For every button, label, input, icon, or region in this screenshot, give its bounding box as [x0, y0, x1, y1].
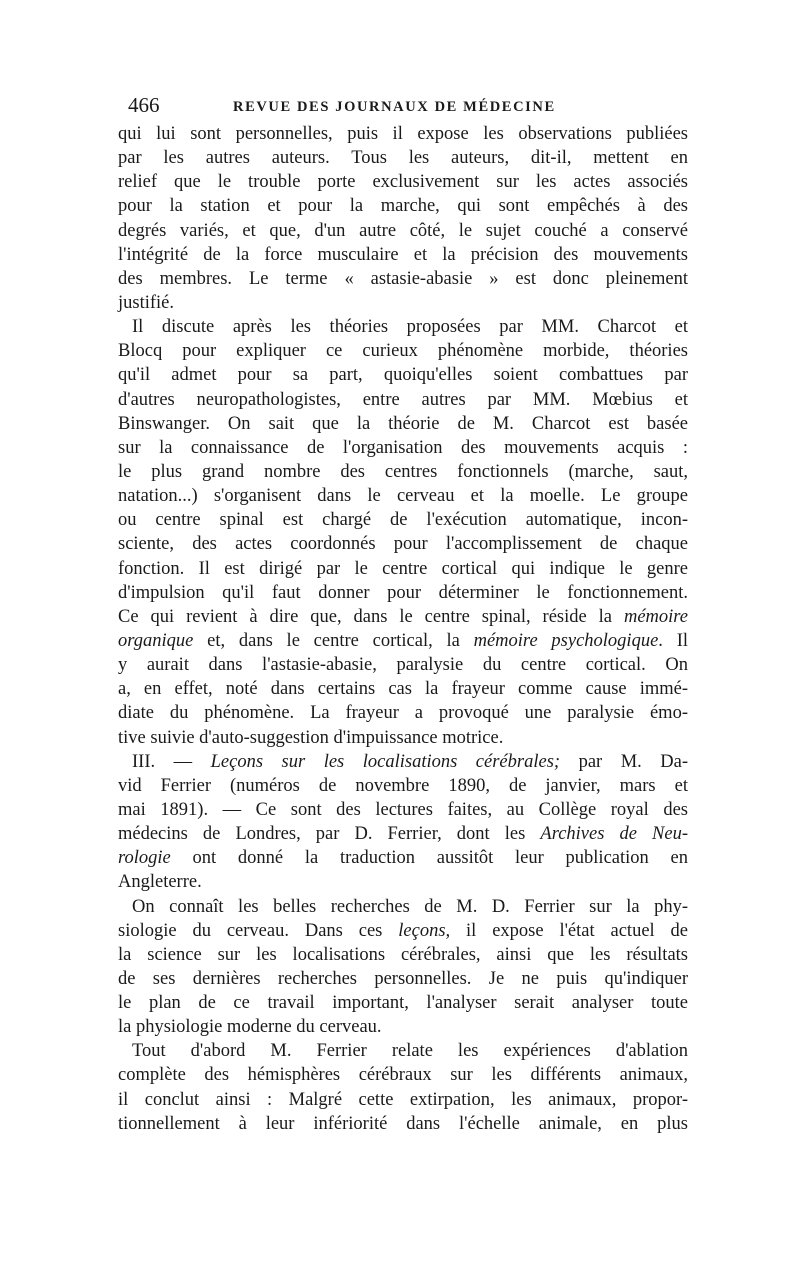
- text-run: Ce qui revient à dire que, dans le centre spinal, réside la: [118, 606, 624, 627]
- text-line: la physiologie moderne du cerveau.: [118, 1017, 382, 1038]
- text-line: le plus grand nombre des centres fonctionnels (marche, saut,: [118, 461, 688, 482]
- italic-phrase: mémoire psychologique: [473, 630, 659, 651]
- italic-phrase: mémoire: [623, 606, 688, 627]
- text-line: [118, 605, 688, 629]
- text-line: a, en effet, noté dans certains cas la frayeur comme cause immé-: [118, 679, 688, 700]
- italic-phrase: organique: [118, 630, 194, 651]
- text-line: [118, 750, 688, 774]
- text-line: degrés variés, et que, d'un autre côté, le sujet couché a conservé: [118, 220, 688, 241]
- text-line: des membres. Le terme « astasie-abasie » est donc pleinement: [118, 268, 688, 289]
- text-line: tive suivie d'auto-suggestion d'impuissance motrice.: [118, 727, 504, 748]
- text-line: par les autres auteurs. Tous les auteurs, dit-il, mettent en: [118, 148, 688, 169]
- text-line: qu'il admet pour sa part, quoiqu'elles soient combattues par: [118, 365, 688, 386]
- text-line: Tout d'abord M. Ferrier relate les expériences d'ablation: [132, 1041, 688, 1062]
- text-line: l'intégrité de la force musculaire et la précision des mouvements: [118, 244, 688, 265]
- text-line: [118, 846, 688, 870]
- text-line: mai 1891). — Ce sont des lectures faites, au Collège royal des: [118, 799, 688, 820]
- text-line: Binswanger. On sait que la théorie de M. Charcot est basée: [118, 413, 688, 434]
- text-run: il expose l'état actuel de: [450, 920, 689, 941]
- text-line: natation...) s'organisent dans le cerveau et la moelle. Le groupe: [118, 486, 688, 507]
- text-line: le plan de ce travail important, l'analyser serait analyser toute: [118, 993, 688, 1014]
- text-line: [118, 919, 688, 943]
- text-line: y aurait dans l'astasie-abasie, paralysie du centre cortical. On: [118, 655, 688, 676]
- journal-title: REVUE DES JOURNAUX DE MÉDECINE: [233, 99, 556, 115]
- text-run: et, dans le centre cortical, la: [193, 630, 474, 651]
- text-run: par M. Da-: [560, 751, 689, 772]
- text-line: Il discute après les théories proposées par MM. Charcot et: [132, 317, 688, 338]
- text-line: pour la station et pour la marche, qui sont empêchés à des: [118, 196, 688, 217]
- text-line: ou centre spinal est chargé de l'exécution automatique, incon-: [118, 510, 688, 531]
- text-line: la science sur les localisations cérébrales, ainsi que les résultats: [118, 944, 688, 965]
- text-line: fonction. Il est dirigé par le centre cortical qui indique le genre: [118, 558, 688, 579]
- text-line: tionnellement à leur infériorité dans l'échelle animale, en plus: [118, 1113, 688, 1134]
- text-line: Angleterre.: [118, 872, 202, 893]
- text-line: [118, 629, 688, 653]
- text-line: de ses dernières recherches personnelles. Je ne puis qu'indiquer: [118, 968, 688, 989]
- text-line: d'impulsion qu'il faut donner pour déterminer le fonctionnement.: [118, 582, 688, 603]
- text-line: d'autres neuropathologistes, entre autres par MM. Mœbius et: [118, 389, 688, 410]
- text-line: relief que le trouble porte exclusivement sur les actes associés: [118, 172, 688, 193]
- italic-title: Archives de Neu-: [540, 824, 688, 845]
- text-line: sur la connaissance de l'organisation des mouvements acquis :: [118, 437, 688, 458]
- text-line: complète des hémisphères cérébraux sur les différents animaux,: [118, 1065, 688, 1086]
- section-number: III. —: [132, 751, 211, 772]
- italic-phrase: leçons,: [398, 920, 451, 941]
- text-line: vid Ferrier (numéros de novembre 1890, de janvier, mars et: [118, 775, 688, 796]
- text-line: diate du phénomène. La frayeur a provoqué une paralysie émo-: [118, 703, 688, 724]
- text-line: justifié.: [118, 292, 175, 313]
- italic-title: Leçons sur les localisations cérébrales;: [210, 751, 561, 772]
- text-line: [118, 822, 688, 846]
- running-head: [128, 93, 688, 117]
- body-text: [118, 122, 688, 1136]
- text-run: médecins de Londres, par D. Ferrier, dont les: [118, 824, 541, 845]
- text-line: il conclut ainsi : Malgré cette extirpation, les animaux, propor-: [118, 1089, 688, 1110]
- text-line: sciente, des actes coordonnés pour l'accomplissement de chaque: [118, 534, 688, 555]
- text-run: ont donné la traduction aussitôt leur publication en: [170, 848, 688, 869]
- text-line: qui lui sont personnelles, puis il expose les observations publiées: [118, 124, 688, 144]
- text-run: siologie du cerveau. Dans ces: [118, 920, 399, 941]
- page-number: 466: [128, 93, 160, 117]
- italic-title: rologie: [118, 848, 171, 869]
- text-line: On connaît les belles recherches de M. D. Ferrier sur la phy-: [132, 896, 688, 917]
- text-run: . Il: [658, 630, 688, 651]
- text-line: Blocq pour expliquer ce curieux phénomène morbide, théories: [118, 341, 688, 362]
